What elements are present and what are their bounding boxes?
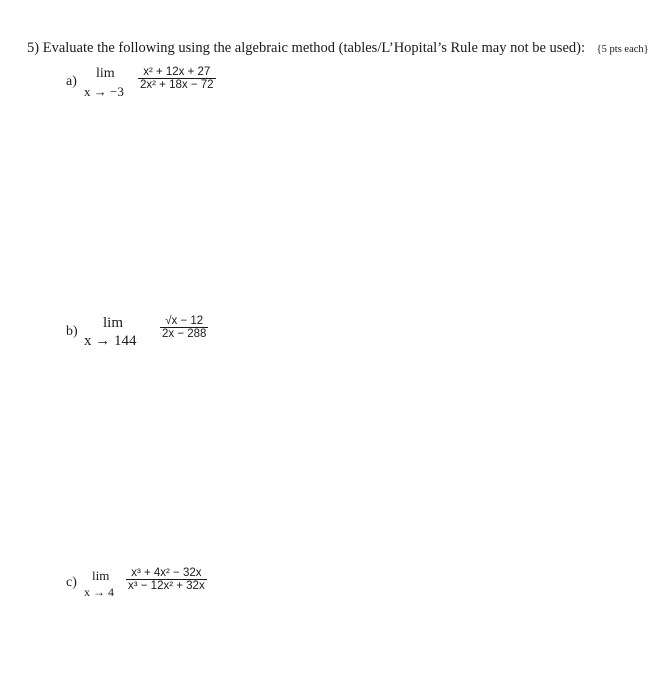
part-c-numerator: x³ + 4x² − 32x (131, 567, 202, 579)
part-b-label: b) (66, 324, 78, 339)
part-c-approach: x → 4 (84, 585, 114, 599)
problem-header (27, 40, 649, 57)
part-a-fraction (138, 66, 216, 91)
part-b-denominator: 2x − 288 (162, 328, 207, 340)
part-b-fraction (160, 315, 208, 340)
part-b-lim: lim (103, 315, 124, 331)
points-note: {5 pts each} (596, 44, 649, 55)
part-b-numerator: √x − 12 (165, 315, 204, 327)
problem-instruction: Evaluate the following using the algebraic method (tables/L’Hopital’s Rule may not be used): (42, 40, 585, 56)
part-a-label: a) (66, 74, 77, 89)
part-c-label: c) (66, 575, 77, 590)
part-a-denominator: 2x² + 18x − 72 (140, 79, 214, 91)
part-a-lim: lim (96, 66, 115, 81)
part-c-lim: lim (92, 568, 110, 583)
part-a-approach: x → −3 (84, 84, 124, 99)
part-a-numerator: x² + 12x + 27 (143, 66, 211, 78)
problem-number: 5) (27, 40, 40, 56)
part-c-denominator: x³ − 12x² + 32x (128, 580, 205, 592)
part-b-approach: x → 144 (84, 333, 137, 349)
part-c-fraction (126, 567, 207, 592)
